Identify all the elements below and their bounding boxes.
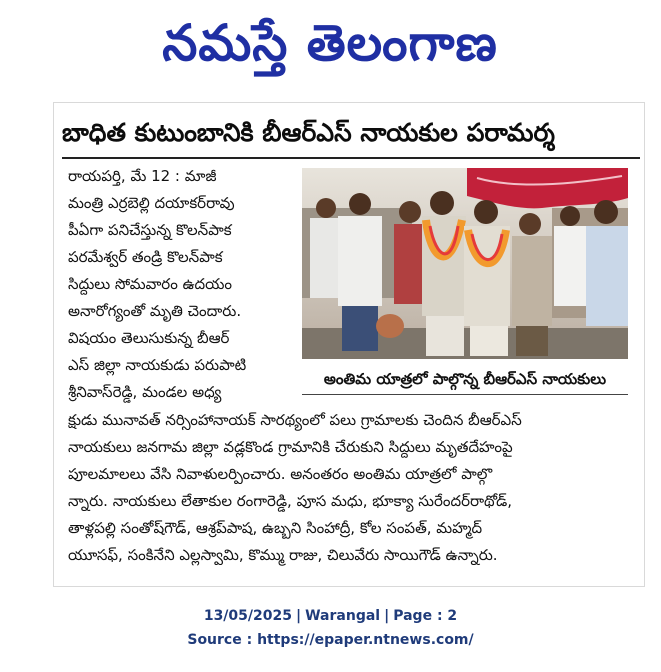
column-line: విషయం తెలుసుకున్న బీఆర్‌ [68,329,230,347]
body-line: న్నారు. నాయకులు లేతాకుల రంగారెడ్డి, పూస మధు, భూక్యా సురేందర్‌రాథోడ్‌, [68,492,512,510]
body-line: క్షుడు మునావత్‌ నర్సింహానాయక్‌ సారథ్యంలో పలు గ్రామాలకు చెందిన బీఆర్‌ఎస్‌ [68,411,522,429]
footer-info [0,608,661,624]
column-line: సిద్దులు సోమవారం ఉదయం [68,275,233,293]
article-body-text [68,407,640,569]
column-line: అనారోగ్యంతో మృతి చెందారు. [68,302,242,320]
article-photo [302,168,628,359]
photo-caption: అంతిమ యాత్రలో పాల్గొన్న బీఆర్‌ఎస్‌ నాయకులు [302,364,628,395]
column-line: శ్రీనివాస్‌రెడ్డి, మండల అధ్య [68,383,222,401]
newspaper-logo: నమస్తే తెలంగాణ [162,14,498,72]
column-line: రాయపర్తి, మే 12 : మాజీ [68,167,217,185]
body-line: నాయకులు జనగామ జిల్లా వడ్లకొండ గ్రామానికి చేరుకుని సిద్దులు మృతదేహంపై [68,438,513,456]
headline-rule [62,157,640,159]
article-column-text [68,163,298,406]
footer-edition: Warangal [305,608,381,624]
footer-separator: | [295,608,302,624]
body-line: యూసఫ్‌, సంకినేని ఎల్లస్వామి, కొమ్ము రాజు, చిలువేరు సాయిగౌడ్‌ ఉన్నారు. [68,546,498,564]
footer-separator: | [384,608,390,624]
column-line: పరమేశ్వర్‌ తండ్రి కొలన్‌పాక [68,248,223,266]
column-line: మంత్రి ఎర్రబెల్లి దయాకర్‌రావు [68,194,235,212]
footer-date: 13/05/2025 [203,608,292,624]
footer-page: Page : 2 [393,608,458,624]
column-line: పీఏగా పనిచేస్తున్న కొలన్‌పాక [68,221,232,239]
column-line: ఎస్‌ జిల్లా నాయకుడు పరుపాటి [68,356,247,374]
body-line: తాళ్లపల్లి సంతోష్‌గౌడ్‌, ఆశ్రప్‌పాష, ఉబ్బని సింహాద్రీ, కోల సంపత్‌, మహ్మద్‌ [68,519,483,537]
article-headline: బాధిత కుటుంబానికి బీఆర్‌ఎస్‌ నాయకుల పరామర్శ [62,118,555,147]
masthead [0,0,661,88]
footer-source: Source : https://epaper.ntnews.com/ [187,632,474,648]
body-line: పూలమాలలు వేసి నివాళులర్పించారు. అనంతరం అంతిమ యాత్రలో పాల్గొ [68,465,493,483]
